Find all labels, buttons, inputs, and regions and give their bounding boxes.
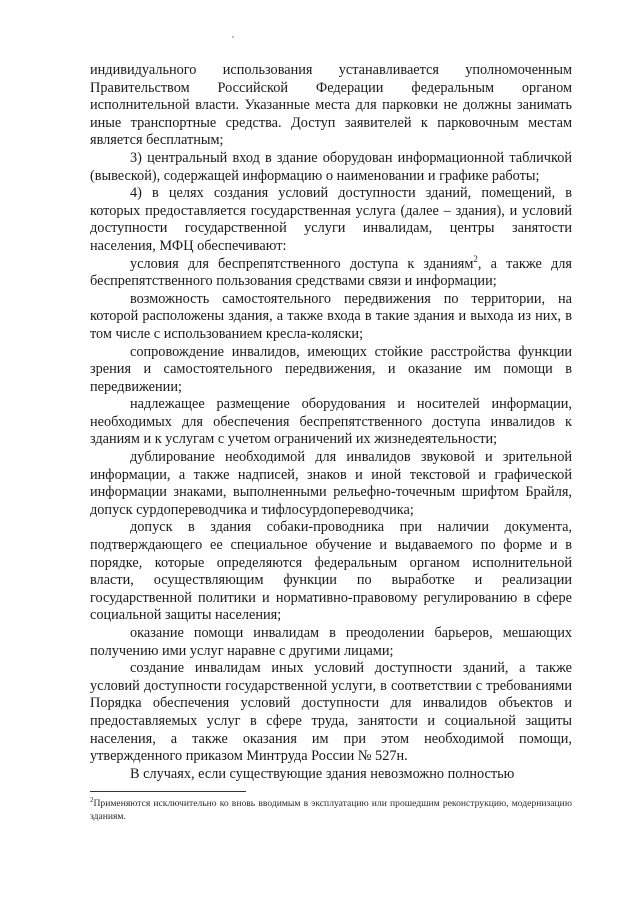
scan-speck bbox=[232, 36, 234, 38]
paragraph-central-entrance: 3) центральный вход в здание оборудован информационной табличкой (вывеской), содержащей информацию о наименовании и графике работы; bbox=[90, 149, 572, 184]
paragraph-other-conditions: создание инвалидам иных условий доступности зданий, а также условий доступности государственной услуги, в соответствии с требованиями Порядка обеспечения условий доступности для инвалидов объектов и предоставляемых услуг в сфере труда, занятости и социальной защиты населения, а также оказания им при этом необходимой помощи, утвержденного приказом Минтруда России № 527н. bbox=[90, 660, 572, 765]
footnote-separator bbox=[90, 791, 246, 792]
paragraph-text: условия для беспрепятственного доступа к зданиям bbox=[130, 255, 474, 272]
paragraph-independent-movement: возможность самостоятельного передвижения по территории, на которой расположены здания, а также входа в такие здания и выхода из них, в том числе с использованием кресла-коляски; bbox=[90, 290, 572, 342]
paragraph-accessibility-intro: 4) в целях создания условий доступности зданий, помещений, в которых предоставляется государственная услуга (далее – здания), и условий доступности государственной услуги инвалидам, центры занятости населения, МФЦ обеспечивают: bbox=[90, 185, 572, 254]
paragraph-barrier-help: оказание помощи инвалидам в преодолении барьеров, мешающих получению ими услуг наравне с другими лицами; bbox=[90, 625, 572, 659]
footnote bbox=[90, 797, 572, 823]
footnote-reference: 2 bbox=[473, 253, 478, 264]
document-body bbox=[90, 62, 572, 783]
paragraph-escort: сопровождение инвалидов, имеющих стойкие расстройства функции зрения и самостоятельного передвижения, и оказание им помощи в передвижении; bbox=[90, 343, 572, 395]
paragraph-guide-dog: допуск в здания собаки-проводника при наличии документа, подтверждающего ее специальное обучение и выдаваемого по форме и в порядке, которые определяются федеральным органом исполнительной власти, осуществляющим функции по выработке и реализации государственной политики и нормативно-правовому регулированию в сфере социальной защиты населения; bbox=[90, 519, 572, 624]
paragraph-equipment-placement: надлежащее размещение оборудования и носителей информации, необходимых для обеспечения беспрепятственного доступа инвалидов к зданиям и к услугам с учетом ограничений их жизнедеятельности; bbox=[90, 396, 572, 448]
footnote-mark: 2 bbox=[90, 795, 94, 804]
paragraph-barrier-free-access bbox=[90, 253, 572, 291]
paragraph-text: , а также для беспрепятственного пользования средствами связи и информации; bbox=[90, 255, 572, 290]
paragraph-existing-buildings: В случаях, если существующие здания невозможно полностью bbox=[130, 765, 515, 782]
paragraph-duplication: дублирование необходимой для инвалидов звуковой и зрительной информации, а также надписей, знаков и иной текстовой и графической информации знаками, выполненными рельефно-точечным шрифтом Брайля, допуск сурдопереводчика и тифлосурдопереводчика; bbox=[90, 449, 572, 518]
paragraph-parking-continued: индивидуального использования устанавливается уполномоченным Правительством Российской Федерации федеральным органом исполнительной власти. Указанные места для парковки не должны занимать иные транспортные средства. Доступ заявителей к парковочным местам является бесплатным; bbox=[90, 62, 572, 149]
footnote-text: Применяются исключительно ко вновь вводимым в эксплуатацию или прошедшим реконструкцию, модернизацию зданиям. bbox=[90, 798, 572, 822]
